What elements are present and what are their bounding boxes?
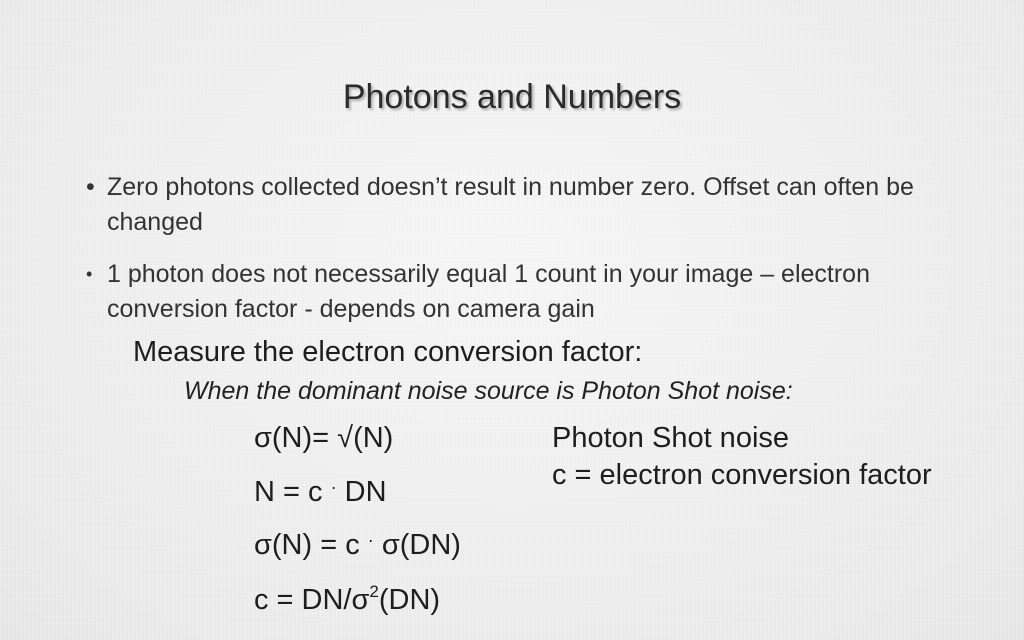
equation-part: DN: [344, 476, 387, 508]
equation-part: c = DN/σ: [254, 584, 370, 616]
equation-part: N = c: [254, 476, 323, 508]
slide-title: Photons and Numbers: [342, 78, 682, 116]
condition-text: When the dominant noise source is Photon Shot noise:: [184, 377, 793, 405]
equation-conversion-factor: [254, 584, 440, 617]
note-conversion-factor: c = electron conversion factor: [552, 459, 932, 491]
superscript: 2: [369, 582, 379, 601]
note-shot-noise: Photon Shot noise: [552, 422, 790, 454]
equation-part: σ(DN): [381, 529, 461, 561]
measure-heading: Measure the electron conversion factor:: [133, 336, 643, 368]
bullet-item: [86, 170, 956, 240]
equation-part: σ(N) = c: [254, 529, 360, 561]
equation-part: (DN): [378, 584, 441, 616]
equation-n-definition: [254, 476, 387, 509]
dot-operator: ·: [330, 477, 337, 497]
bullet-text: 1 photon does not necessarily equal 1 count in your image – electron conversion factor - depends on camera gain: [107, 260, 870, 323]
dot-operator: ·: [367, 530, 374, 550]
bullet-text: Zero photons collected doesn’t result in number zero. Offset can often be changed: [107, 173, 914, 236]
bullet-marker: •: [86, 264, 93, 284]
equation-sigma-relation: [254, 529, 461, 562]
equation-shot-noise: σ(N)= √(N): [254, 422, 394, 454]
bullet-marker: •: [86, 173, 95, 201]
bullet-item: [86, 257, 956, 327]
